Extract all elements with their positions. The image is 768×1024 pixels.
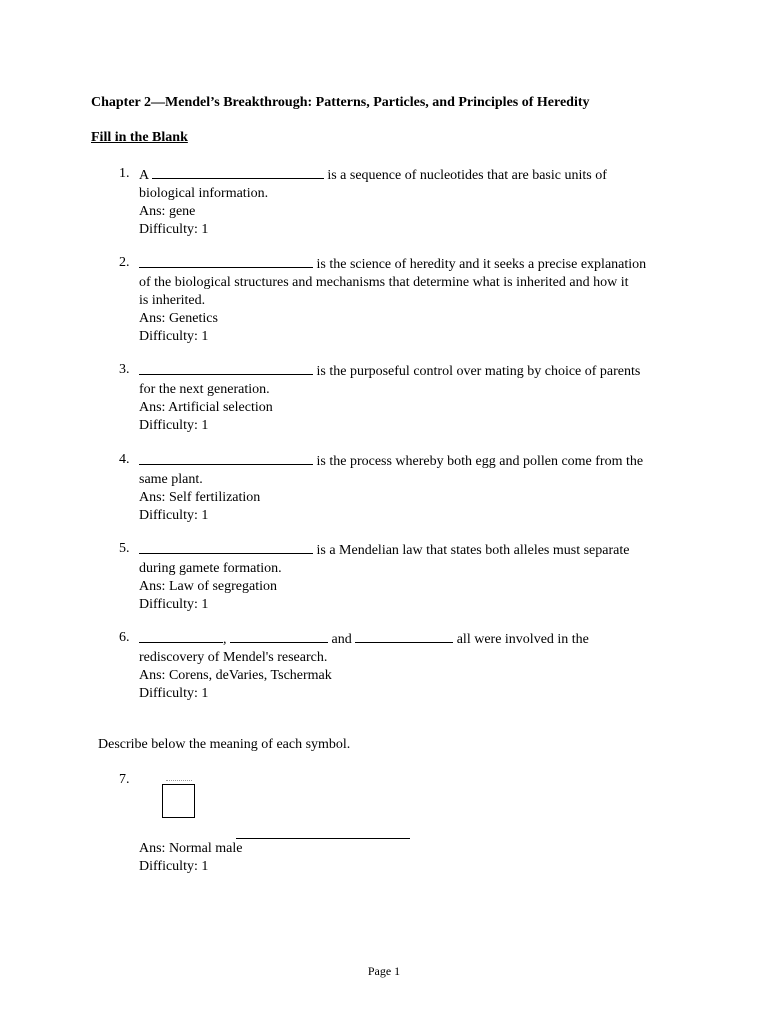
question-4 xyxy=(119,451,679,525)
answer-text: Ans: gene xyxy=(139,204,196,219)
symbol-guide-mark xyxy=(166,780,192,782)
question-text: is the process whereby both egg and pollen come from the xyxy=(313,454,644,469)
question-text: all were involved in the xyxy=(453,632,589,647)
question-text: is a Mendelian law that states both alleles must separate xyxy=(313,543,630,558)
comma-text: , xyxy=(223,632,227,647)
question-7-answer xyxy=(139,840,242,876)
difficulty-text: Difficulty: 1 xyxy=(139,418,209,433)
question-text: is the purposeful control over mating by choice of parents xyxy=(313,364,641,379)
answer-blank[interactable] xyxy=(139,540,313,554)
question-number: 3. xyxy=(119,362,130,377)
question-text: is the science of heredity and it seeks a precise explanation xyxy=(313,257,647,272)
question-number: 4. xyxy=(119,452,130,467)
question-1 xyxy=(119,165,679,239)
difficulty-text: Difficulty: 1 xyxy=(139,859,209,874)
answer-text: Ans: Self fertilization xyxy=(139,490,261,505)
instructions-text: Describe below the meaning of each symbol. xyxy=(98,737,351,752)
difficulty-text: Difficulty: 1 xyxy=(139,508,209,523)
question-continuation: for the next generation. xyxy=(139,382,270,397)
answer-text: Ans: Corens, deVaries, Tschermak xyxy=(139,668,332,683)
question-continuation: of the biological structures and mechanisms that determine what is inherited and how it xyxy=(139,275,629,290)
page-number: Page 1 xyxy=(367,964,401,978)
question-text: is a sequence of nucleotides that are basic units of xyxy=(323,168,607,183)
answer-blank[interactable] xyxy=(355,629,453,643)
answer-text: Ans: Artificial selection xyxy=(139,400,273,415)
answer-blank[interactable] xyxy=(139,629,223,643)
answer-text: Ans: Law of segregation xyxy=(139,579,278,594)
question-2 xyxy=(119,254,679,346)
answer-blank[interactable] xyxy=(139,451,313,465)
section-heading: Fill in the Blank xyxy=(91,130,188,145)
difficulty-text: Difficulty: 1 xyxy=(139,222,209,237)
answer-text: Ans: Genetics xyxy=(139,311,218,326)
question-continuation: same plant. xyxy=(139,472,203,487)
answer-blank[interactable] xyxy=(139,254,313,268)
and-text: and xyxy=(328,632,356,647)
chapter-title: Chapter 2—Mendel’s Breakthrough: Patterns, Particles, and Principles of Heredity xyxy=(91,95,590,110)
question-6 xyxy=(119,629,679,703)
question-number: 6. xyxy=(119,630,130,645)
difficulty-text: Difficulty: 1 xyxy=(139,329,209,344)
question-7 xyxy=(119,771,679,789)
question-number: 7. xyxy=(119,772,130,787)
question-continuation: rediscovery of Mendel's research. xyxy=(139,650,328,665)
answer-text: Ans: Normal male xyxy=(139,841,243,856)
male-square-symbol-icon xyxy=(162,784,195,818)
answer-blank[interactable] xyxy=(230,629,328,643)
question-3 xyxy=(119,361,679,435)
question-prefix: A xyxy=(139,168,152,183)
question-continuation: during gamete formation. xyxy=(139,561,282,576)
answer-blank[interactable] xyxy=(236,838,410,839)
question-continuation: biological information. xyxy=(139,186,269,201)
question-5 xyxy=(119,540,679,614)
question-continuation: is inherited. xyxy=(139,293,206,308)
question-number: 1. xyxy=(119,166,130,181)
question-number: 2. xyxy=(119,255,130,270)
answer-blank[interactable] xyxy=(152,165,324,179)
answer-blank[interactable] xyxy=(139,361,313,375)
question-number: 5. xyxy=(119,541,130,556)
difficulty-text: Difficulty: 1 xyxy=(139,597,209,612)
difficulty-text: Difficulty: 1 xyxy=(139,686,209,701)
